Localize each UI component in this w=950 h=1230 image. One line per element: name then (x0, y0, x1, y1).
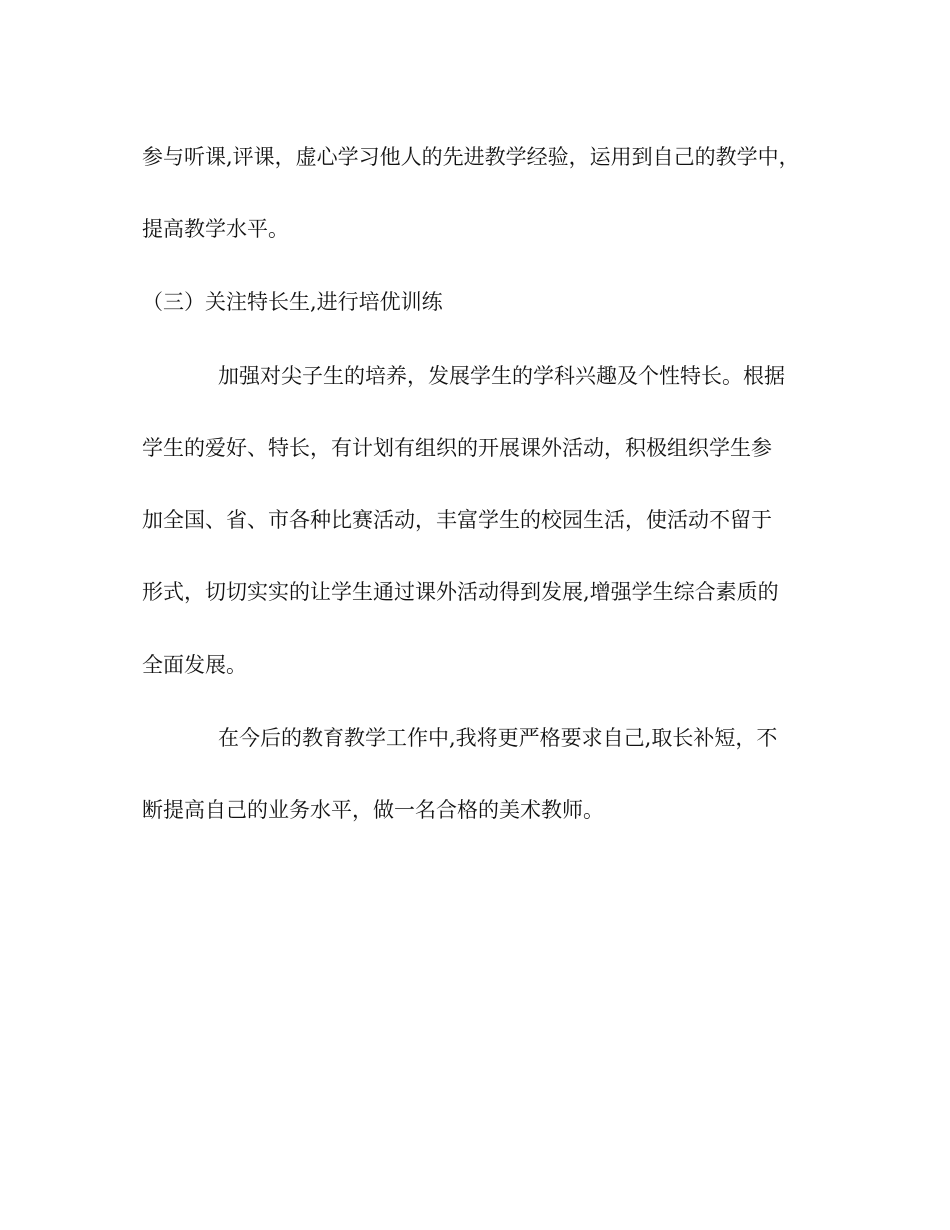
paragraph-line: 加全国、省、市各种比赛活动，丰富学生的校园生活，使活动不留于 (142, 508, 772, 532)
paragraph-line: 提高教学水平。 (142, 217, 289, 241)
paragraph-line: 全面发展。 (142, 653, 247, 677)
paragraph-line: 在今后的教育教学工作中,我将更严格要求自己,取长补短，不 (218, 726, 778, 750)
paragraph-line: 参与听课,评课，虚心学习他人的先进教学经验，运用到自己的教学中， (142, 145, 800, 169)
section-heading: （三）关注特长生,进行培优训练 (142, 290, 443, 314)
paragraph-line: 断提高自己的业务水平，做一名合格的美术教师。 (142, 798, 604, 822)
paragraph-line: 加强对尖子生的培养，发展学生的学科兴趣及个性特长。根据 (218, 364, 785, 388)
paragraph-line: 形式，切切实实的让学生通过课外活动得到发展,增强学生综合素质的 (142, 580, 779, 604)
paragraph-line: 学生的爱好、特长，有计划有组织的开展课外活动，积极组织学生参 (142, 436, 772, 460)
